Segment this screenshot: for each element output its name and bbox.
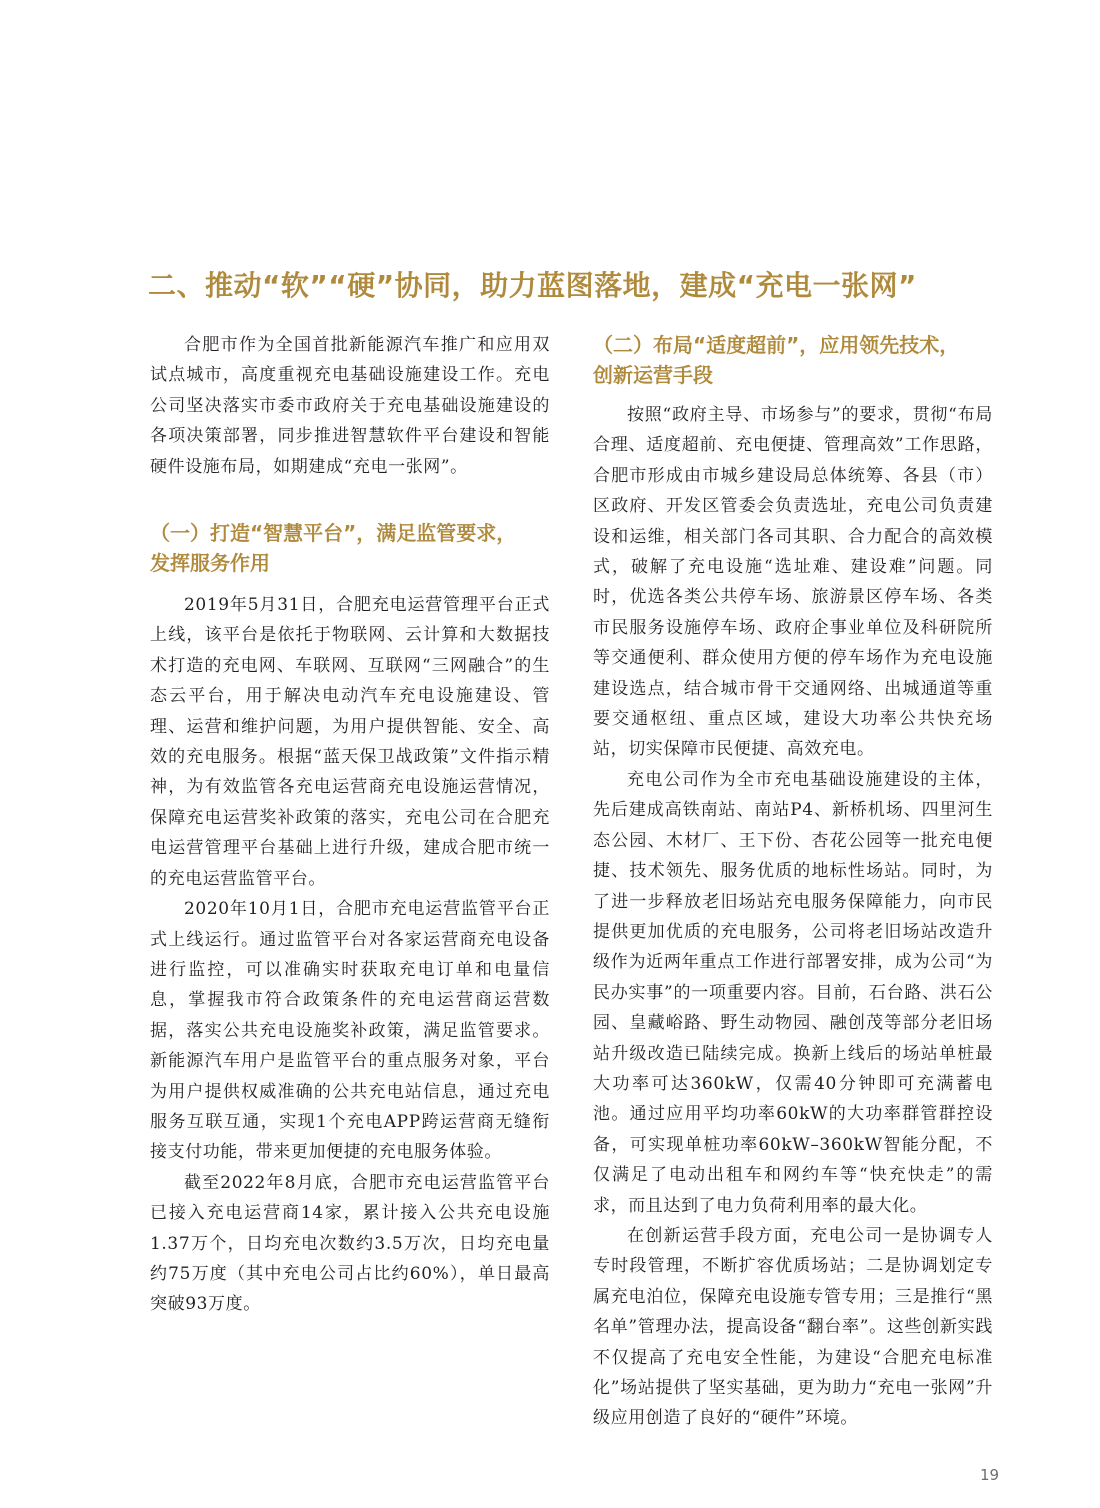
subsection-2-heading — [593, 330, 993, 390]
right-column — [593, 330, 993, 1434]
subsection-2-heading-line2: 创新运营手段 — [593, 363, 713, 387]
body-paragraph: 充电公司作为全市充电基础设施建设的主体，先后建成高铁南站、南站P4、新桥机场、四里河生态公园、木材厂、王下份、杏花公园等一批充电便捷、技术领先、服务优质的地标性场站。同时，为了进一步释放老旧场站充电服务保障能力，向市民提供更加优质的充电服务，公司将老旧场站改造升级作为近两年重点工作进行部署安排，成为公司“为民办实事”的一项重要内容。目前，石台路、洪石公园、皇藏峪路、野生动物园、融创茂等部分老旧场站升级改造已陆续完成。换新上线后的场站单桩最大功率可达360kW，仅需40分钟即可充满蓄电池。通过应用平均功率60kW的大功率群管群控设备，可实现单桩功率60kW–360kW智能分配，不仅满足了电动出租车和网约车等“快充快走”的需求，而且达到了电力负荷利用率的最大化。 — [593, 769, 993, 1216]
body-paragraph: 按照“政府主导、市场参与”的要求，贯彻“布局合理、适度超前、充电便捷、管理高效”工作思路，合肥市形成由市城乡建设局总体统筹、各县（市）区政府、开发区管委会负责选址，充电公司负责建设和运维，相关部门各司其职、合力配合的高效模式，破解了充电设施“选址难、建设难”问题。同时，优选各类公共停车场、旅游景区停车场、各类市民服务设施停车场、政府企事业单位及科研院所等交通便利、群众使用方便的停车场作为充电设施建设选点，结合城市骨干交通网络、出城通道等重要交通枢纽、重点区域，建设大功率公共快充场站，切实保障市民便捷、高效充电。 — [593, 405, 993, 760]
subsection-2-heading-line1: （二）布局“适度超前”，应用领先技术， — [593, 333, 960, 357]
body-paragraph: 在创新运营手段方面，充电公司一是协调专人专时段管理，不断扩容优质场站；二是协调划定专属充电泊位，保障充电设施专管专用；三是推行“黑名单”管理办法，提高设备“翻台率”。这些创新实践不仅提高了充电安全性能，为建设“合肥充电标准化”场站提供了坚实基础，更为助力“充电一张网”升级应用创造了良好的“硬件”环境。 — [593, 1225, 993, 1429]
body-paragraph: 截至2022年8月底，合肥市充电运营监管平台已接入充电运营商14家，累计接入公共充电设施1.37万个，日均充电次数约3.5万次，日均充电量约75万度（其中充电公司占比约60%），单日最高突破93万度。 — [150, 1172, 550, 1315]
body-paragraph: 2019年5月31日，合肥充电运营管理平台正式上线，该平台是依托于物联网、云计算和大数据技术打造的充电网、车联网、互联网“三网融合”的生态云平台，用于解决电动汽车充电设施建设、管理、运营和维护问题，为用户提供智能、安全、高效的充电服务。根据“蓝天保卫战政策”文件指示精神，为有效监管各充电运营商充电设施运营情况，保障充电运营奖补政策的落实，充电公司在合肥充电运营管理平台基础上进行升级，建成合肥市统一的充电运营监管平台。 — [150, 595, 550, 889]
section-heading: 二、推动“软”“硬”协同，助力蓝图落地，建成“充电一张网” — [148, 269, 917, 302]
subsection-1-heading-line2: 发挥服务作用 — [150, 551, 270, 576]
body-paragraph: 2020年10月1日，合肥市充电运营监管平台正式上线运行。通过监管平台对各家运营商充电设备进行监控，可以准确实时获取充电订单和电量信息，掌握我市符合政策条件的充电运营商运营数据，落实公共充电设施奖补政策，满足监管要求。新能源汽车用户是监管平台的重点服务对象，平台为用户提供权威准确的公共充电站信息，通过充电服务互联互通，实现1个充电APP跨运营商无缝衔接支付功能，带来更加便捷的充电服务体验。 — [150, 899, 550, 1163]
subsection-1-heading-line1: （一）打造“智慧平台”，满足监管要求， — [150, 521, 517, 546]
subsection-1-heading — [150, 518, 550, 578]
page-number: 19 — [980, 1466, 1000, 1484]
intro-paragraph: 合肥市作为全国首批新能源汽车推广和应用双试点城市，高度重视充电基础设施建设工作。充电公司坚决落实市委市政府关于充电基础设施建设的各项决策部署，同步推进智慧软件平台建设和智能硬件设施布局，如期建成“充电一张网”。 — [150, 335, 550, 477]
left-column — [150, 330, 550, 1320]
